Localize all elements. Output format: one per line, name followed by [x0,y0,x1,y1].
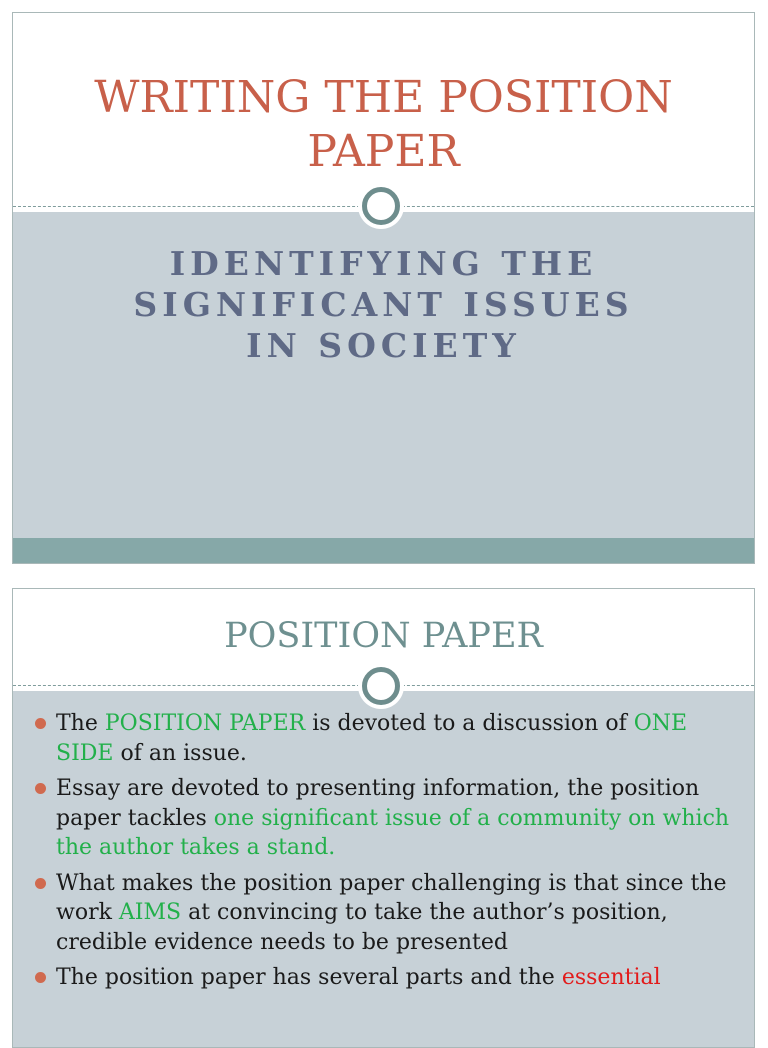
title-slide [12,12,755,564]
bullet-item [35,709,735,768]
subtitle-line-1: IDENTIFYING THE [169,244,598,283]
bullet-text: is devoted to a discussion of [305,711,634,736]
subtitle-line-2: SIGNIFICANT ISSUES [133,285,634,324]
title-area [13,13,754,208]
bullet-text: of an issue. [113,740,247,766]
subtitle-line-3: IN SOCIETY [246,326,521,365]
bullet-text: The [56,711,105,736]
bullet-text: Essay are devoted to presenting information, the position paper tackles [56,776,700,831]
main-title [13,71,754,179]
bullet-item [35,963,735,993]
bullet-text: What makes the position paper challenging is that since the work [56,870,727,925]
bullet-dot-icon [35,878,46,889]
footer-bar [13,538,754,564]
bullet-dot-icon [35,783,46,794]
bullet-dot-icon [35,972,46,983]
bullet-dot-icon [35,718,46,729]
main-title-line-2: PAPER [307,126,460,177]
bullet-list [35,709,735,999]
bullet-item [35,869,735,958]
ring-ornament-icon [362,667,400,705]
subtitle [13,243,754,366]
bullet-highlight: AIMS [118,900,182,925]
content-slide [12,588,755,1048]
bullet-highlight: one significant issue of a community on which the author takes a stand. [56,805,730,860]
main-title-line-1: WRITING THE POSITION [94,72,673,123]
slide-title: POSITION PAPER [224,616,543,656]
ring-ornament-icon [362,187,400,225]
bullet-highlight: essential [561,965,661,990]
bullet-text: at convincing to take the author’s position, credible evidence needs to be presented [56,900,668,955]
bullet-text: The position paper has several parts and the [56,965,562,990]
bullet-highlight: POSITION PAPER [104,711,306,736]
bullet-highlight: ONE SIDE [56,711,688,766]
bullet-item [35,774,735,863]
